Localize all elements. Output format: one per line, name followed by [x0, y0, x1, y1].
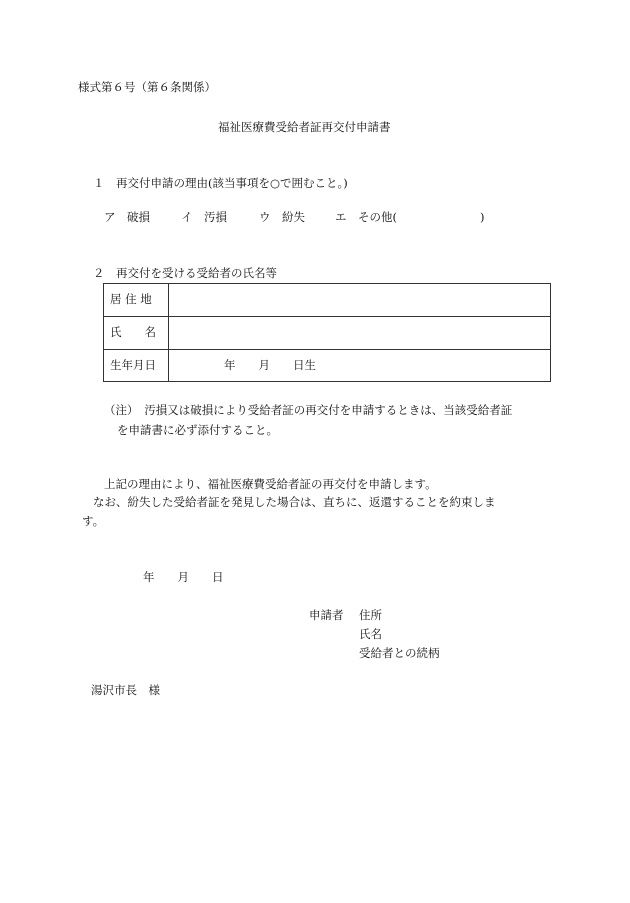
birthdate-label: 生年月日 — [110, 358, 156, 372]
note-line-2: を申請書に必ず添付すること。 — [117, 423, 278, 437]
table-row — [104, 317, 550, 350]
application-date: 年 月 日 — [143, 570, 224, 584]
applicant-relation-label: 受給者との続柄 — [359, 646, 440, 660]
applicant-address-label: 住所 — [359, 608, 382, 622]
form-number: 様式第６号（第６条関係） — [78, 80, 216, 94]
option-other: エ その他( — [335, 210, 397, 224]
option-lost: ウ 紛失 — [259, 210, 305, 224]
statement-line-1: 上記の理由により、福祉医療費受給者証の再交付を申請します。 — [104, 477, 437, 491]
applicant-label: 申請者 — [309, 608, 344, 622]
applicant-name-label: 氏名 — [359, 627, 382, 641]
section1-heading: １ 再交付申請の理由(該当事項を○で囲むこと。) — [93, 176, 348, 190]
option-damaged: ア 破損 — [104, 210, 150, 224]
option-soiled: イ 汚損 — [181, 210, 227, 224]
table-row — [104, 350, 550, 381]
note-line-1: （注） 汚損又は破損により受給者証の再交付を申請するときは、当該受給者証 — [104, 403, 513, 417]
table-row — [104, 284, 550, 317]
statement-line-3: す。 — [82, 514, 105, 528]
section2-heading: ２ 再交付を受ける受給者の氏名等 — [93, 266, 277, 280]
name-label: 氏 名 — [110, 325, 156, 339]
document-title: 福祉医療費受給者証再交付申請書 — [218, 120, 391, 134]
addressee: 湯沢市長 様 — [91, 683, 160, 697]
address-label: 居 住 地 — [110, 292, 152, 306]
recipient-info-table — [103, 283, 551, 382]
statement-line-2: なお、紛失した受給者証を発見した場合は、直ちに、返還することを約束しま — [93, 495, 496, 509]
option-other-close-paren: ) — [480, 210, 485, 224]
birthdate-field[interactable]: 年 月 日生 — [224, 358, 316, 372]
